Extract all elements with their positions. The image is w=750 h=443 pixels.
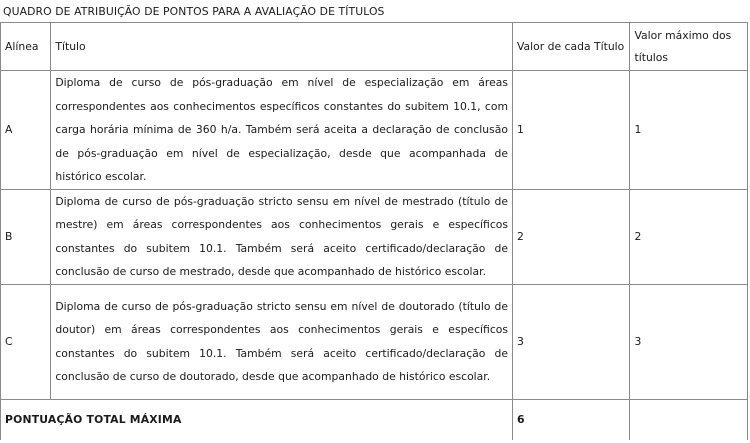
row-valor-cada: 2 [512,189,630,284]
total-row [1,399,748,440]
header-alinea: Alínea [1,23,51,71]
row-titulo: Diploma de curso de pós-graduação em nível de especialização em áreas correspondentes aos conhecimentos específicos constantes do subitem 10.1, com carga horária mínima de 360 h/a. Também será aceita a declaração de conclusão de pós-graduação em nível de especialização, desde que acompanhada de histórico escolar. [51,71,513,190]
total-label: PONTUAÇÃO TOTAL MÁXIMA [1,399,513,440]
row-valor-cada: 1 [512,71,630,190]
table-row [1,189,748,284]
total-value: 6 [512,399,630,440]
row-valor-maximo: 1 [630,71,748,190]
row-valor-cada: 3 [512,284,630,399]
total-empty-cell [630,399,748,440]
row-valor-maximo: 3 [630,284,748,399]
header-valor-cada: Valor de cada Título [512,23,630,71]
table-header-row [1,23,748,71]
header-valor-maximo: Valor máximo dos títulos [630,23,748,71]
row-valor-maximo: 2 [630,189,748,284]
table-row [1,71,748,190]
row-titulo: Diploma de curso de pós-graduação stricto sensu em nível de mestrado (título de mestre) em áreas correspondentes aos conhecimentos gerais e específicos constantes do subitem 10.1. Também será aceito certificado/declaração de conclusão de curso de mestrado, desde que acompanhado de histórico escolar. [51,189,513,284]
row-alinea: C [1,284,51,399]
table-row [1,284,748,399]
row-alinea: B [1,189,51,284]
table-caption: QUADRO DE ATRIBUIÇÃO DE PONTOS PARA A AVALIAÇÃO DE TÍTULOS [3,5,385,18]
row-titulo: Diploma de curso de pós-graduação stricto sensu em nível de doutorado (título de doutor) em áreas correspondentes aos conhecimentos gerais e específicos constantes do subitem 10.1. Também será aceito certificado/declaração de conclusão de curso de doutorado, desde que acompanhado de histórico escolar. [51,284,513,399]
row-alinea: A [1,71,51,190]
points-table [0,22,748,440]
header-titulo: Título [51,23,513,71]
